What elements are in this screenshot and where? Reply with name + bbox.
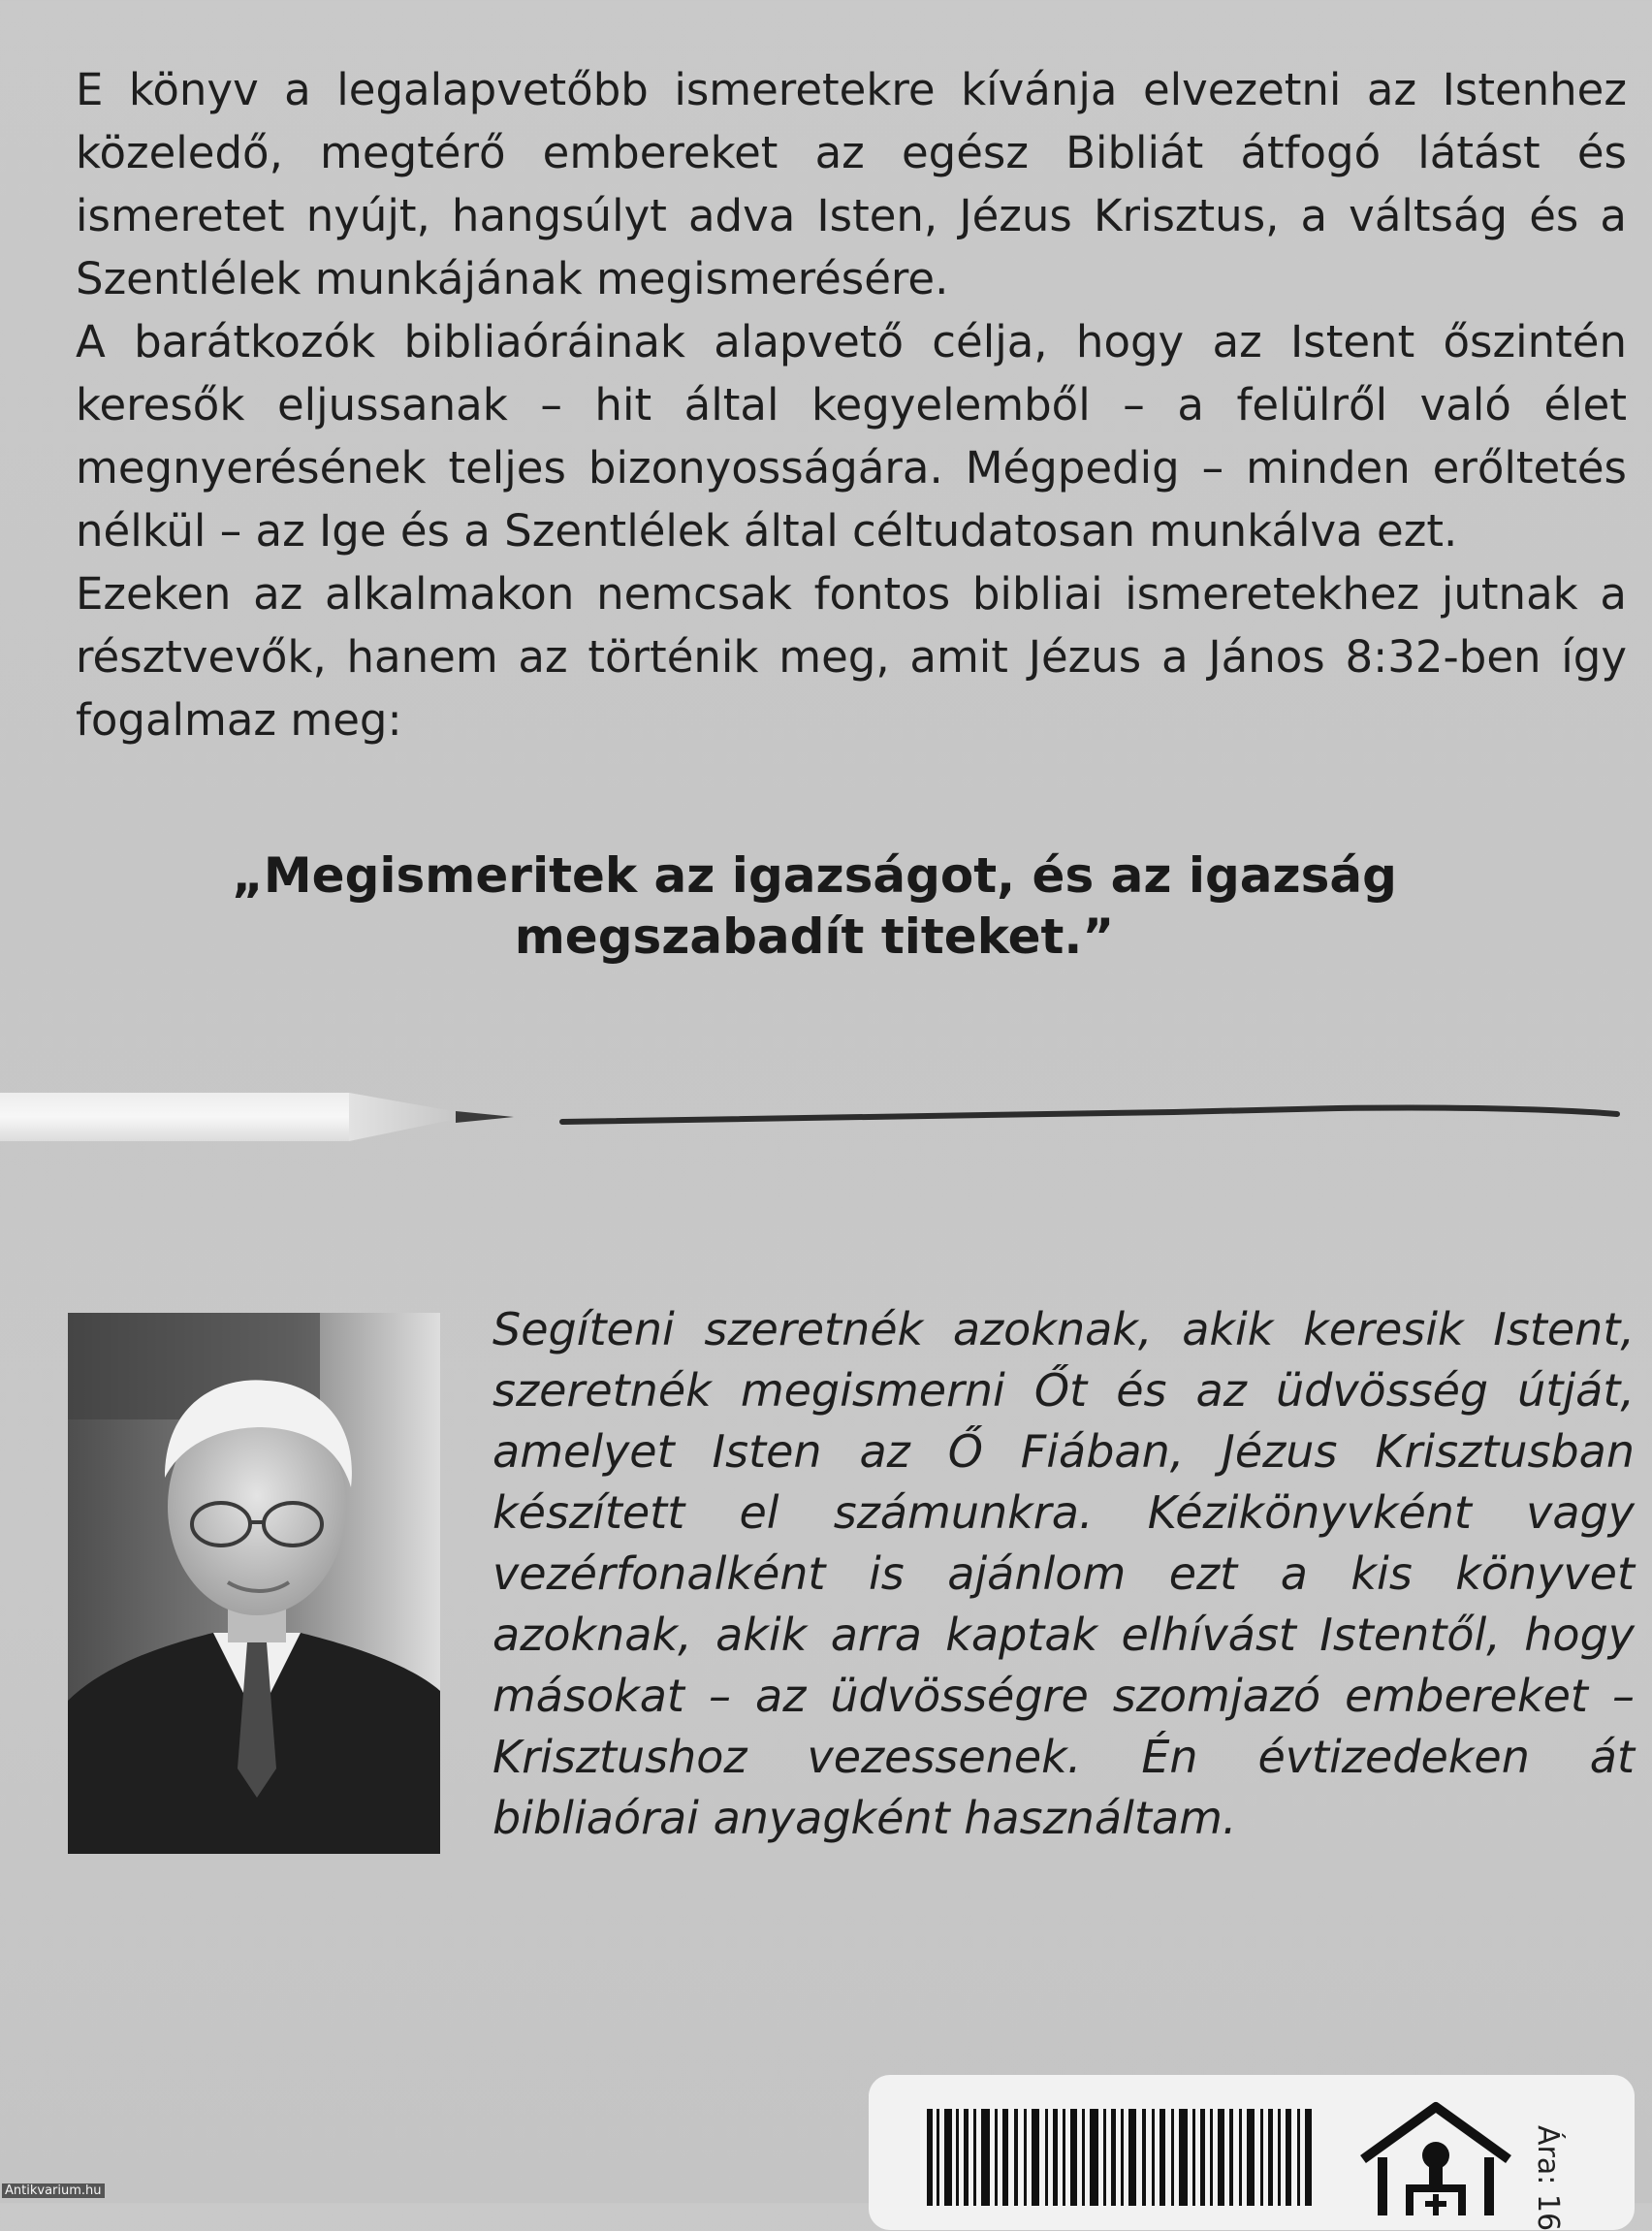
intro-paragraph-3: Ezeken az alkalmakon nemcsak fontos bibliai ismeretekhez jutnak a résztvevők, hanem az történik meg, amit Jézus a János 8:32-ben így fogalmaz meg:: [76, 568, 1627, 746]
bible-quote-line-2: megszabadít titeket.”: [514, 908, 1115, 965]
barcode-panel: [869, 2075, 1635, 2230]
intro-text: [76, 58, 1627, 751]
bible-quote-line-1: „Megismeritek az igazságot, és az igazság: [232, 847, 1397, 904]
bible-quote: [194, 845, 1435, 968]
intro-paragraph-1: E könyv a legalapvetőbb ismeretekre kívánja elvezetni az Istenhez közeledő, megtérő embereket az egész Bibliát átfogó látást és ismeretet nyújt, hangsúlyt adva Isten, Jézus Krisztus, a váltság és a Szentlélek munkájának megismerésére.: [76, 64, 1627, 304]
intro-paragraph-2: A barátkozók bibliaóráinak alapvető célja, hogy az Istent őszintén keresők eljussanak – hit által kegyelemből – a felülről való élet megnyerésének teljes bizonyosságára. Mégpedig – minden erőltetés nélkül – az Ige és a Szentlélek által céltudatosan munkálva ezt.: [76, 316, 1627, 557]
pencil-line-illustration: [0, 1071, 1652, 1159]
drawn-line: [562, 1107, 1617, 1122]
barcode: [927, 2109, 1315, 2206]
pencil-icon: [0, 1093, 514, 1141]
author-statement: Segíteni szeretnék azoknak, akik keresik Istent, szeretnék megismerni Őt és az üdvösség útját, amelyet Isten az Ő Fiában, Jézus Krisztusban készített el számunkra. Kézikönyvként vagy vezérfonalként is ajánlom ezt a kis könyvet azoknak, akik arra kaptak elhívást Istentől, hogy másokat – az üdvösségre szomjazó embereket – Krisztushoz vezessenek. Én évtizedeken át bibliaórai anyagként használtam.: [492, 1303, 1635, 1844]
author-photo: [68, 1313, 440, 1854]
watermark: Antikvarium.hu: [2, 2183, 105, 2198]
house-cross-icon: [1353, 2099, 1518, 2215]
price-label: Ára: 16: [1531, 2125, 1565, 2231]
